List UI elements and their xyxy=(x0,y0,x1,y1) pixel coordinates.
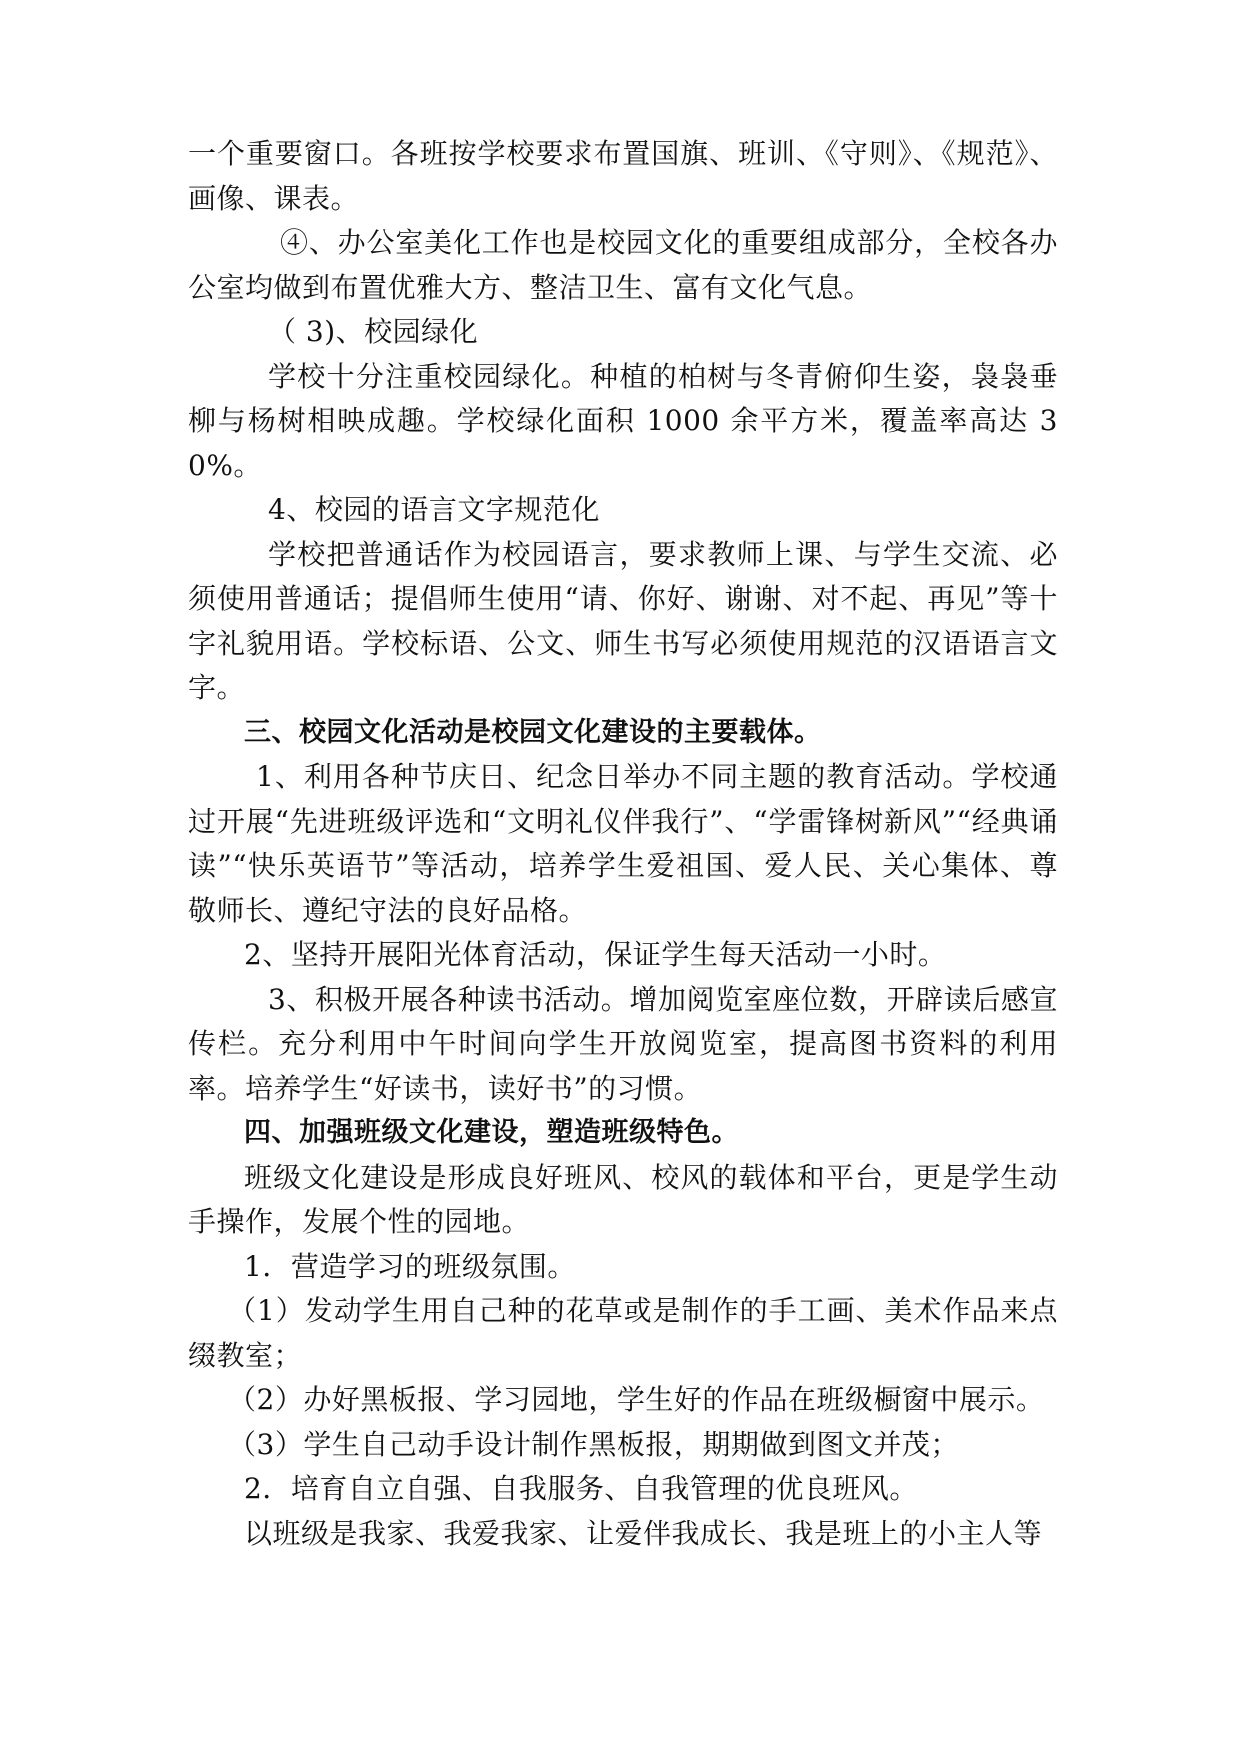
paragraph-15: （2）办好黑板报、学习园地，学生好的作品在班级橱窗中展示。 xyxy=(228,1383,1045,1416)
section-heading-four: 四、加强班级文化建设，塑造班级特色。 xyxy=(244,1117,739,1148)
paragraph-4: 学校十分注重校园绿化。种植的柏树与冬青俯仰生姿，袅袅垂柳与杨树相映成趣。学校绿化面积 1000 余平方米，覆盖率高达 30%。 xyxy=(188,359,1058,482)
paragraph-8: 1、利用各种节庆日、纪念日举办不同主题的教育活动。学校通过开展“先进班级评选和“文明礼仪伴我行”、“学雷锋树新风”“经典诵读”“快乐英语节”等活动，培养学生爱祖国、爱人民、关心集体、尊敬师长、遵纪守法的良好品格。 xyxy=(188,760,1058,927)
section-heading-language: 4、校园的语言文字规范化 xyxy=(268,493,600,526)
paragraph-12: 班级文化建设是形成良好班风、校风的载体和平台，更是学生动手操作，发展个性的园地。 xyxy=(188,1160,1058,1238)
paragraph-9: 2、坚持开展阳光体育活动，保证学生每天活动一小时。 xyxy=(244,938,947,971)
paragraph-14: （1）发动学生用自己种的花草或是制作的手工画、美术作品来点缀教室； xyxy=(188,1294,1058,1372)
paragraph-1: 一个重要窗口。各班按学校要求布置国旗、班训、《守则》、《规范》、画像、课表。 xyxy=(188,137,1058,215)
paragraph-13: 1．营造学习的班级氛围。 xyxy=(244,1249,576,1283)
paragraph-16: （3）学生自己动手设计制作黑板报，期期做到图文并茂； xyxy=(228,1427,959,1461)
paragraph-17: 2．培育自立自强、自我服务、自我管理的优良班风。 xyxy=(244,1472,918,1505)
section-heading-three: 三、校园文化活动是校园文化建设的主要载体。 xyxy=(244,716,822,748)
paragraph-18: 以班级是我家、我爱我家、让爱伴我成长、我是班上的小主人等 xyxy=(244,1516,1043,1550)
document-body xyxy=(188,132,1058,1556)
section-heading-greening: （ 3)、校园绿化 xyxy=(268,315,479,348)
paragraph-6: 学校把普通话作为校园语言，要求教师上课、与学生交流、必须使用普通话；提倡师生使用“请、你好、谢谢、对不起、再见”等十字礼貌用语。学校标语、公文、师生书写必须使用规范的汉语语言文字。 xyxy=(188,537,1058,704)
paragraph-10: 3、积极开展各种读书活动。增加阅览室座位数，开辟读后感宣传栏。充分利用中午时间向学生开放阅览室，提高图书资料的利用率。培养学生“好读书，读好书”的习惯。 xyxy=(188,982,1058,1105)
paragraph-2: ④、办公室美化工作也是校园文化的重要组成部分，全校各办公室均做到布置优雅大方、整洁卫生、富有文化气息。 xyxy=(188,226,1058,304)
